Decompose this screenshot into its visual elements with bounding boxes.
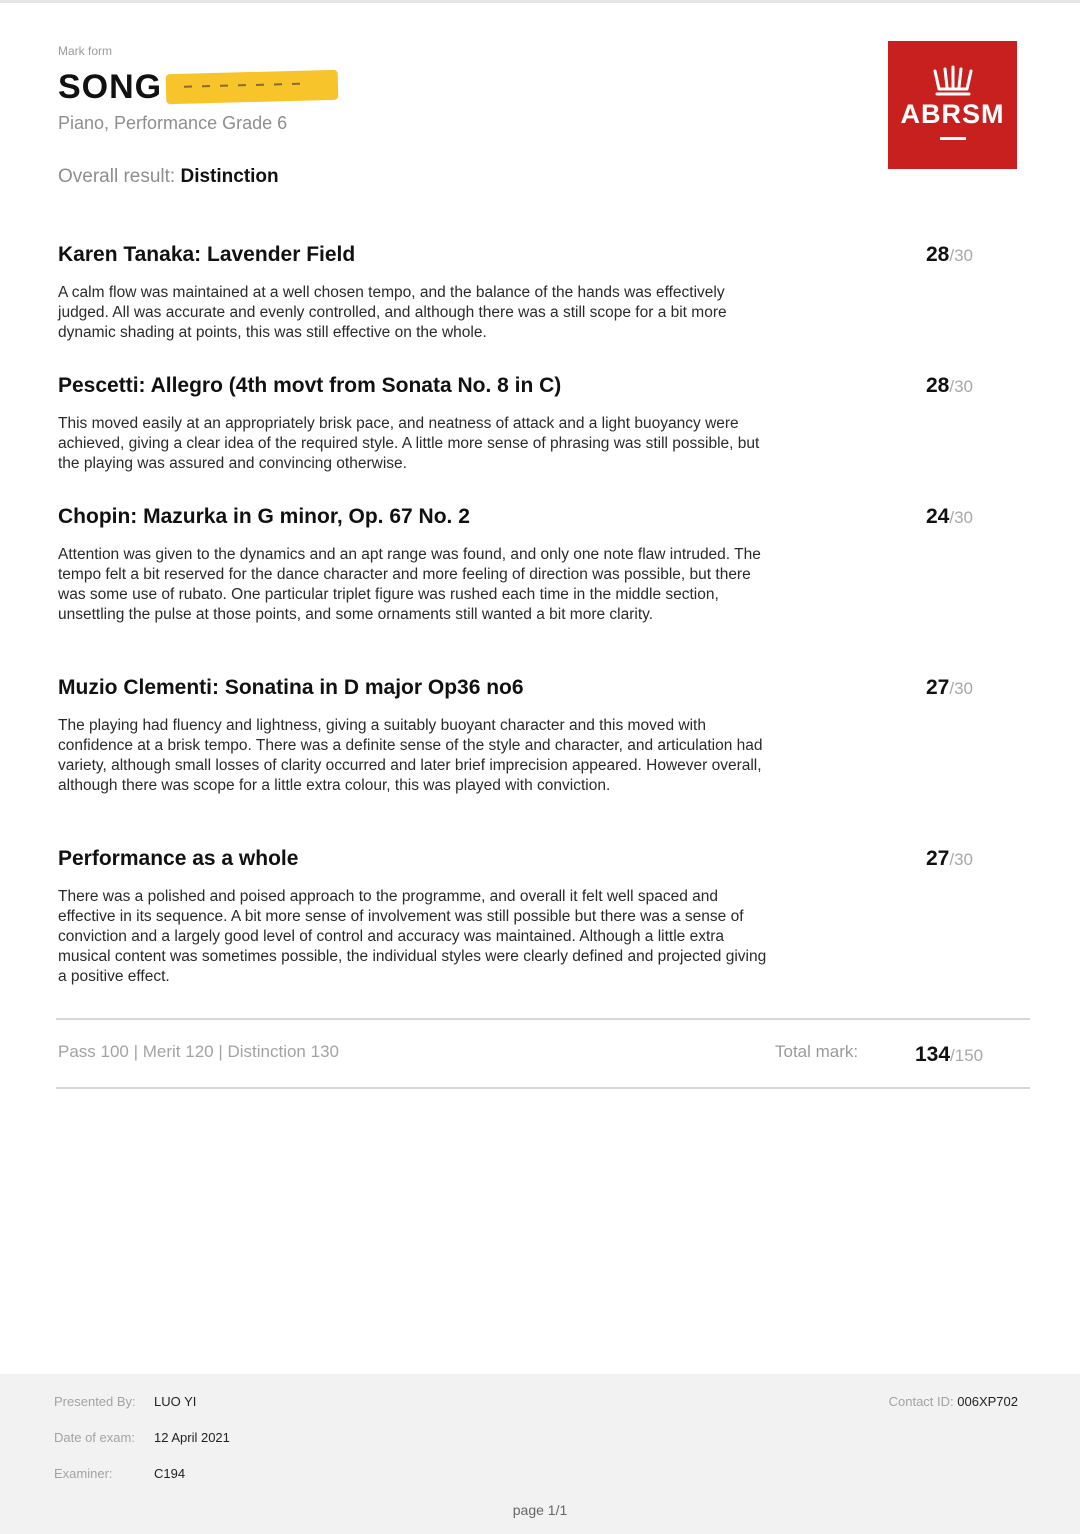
page-number: page 1/1	[512, 1502, 568, 1518]
piece-title: Pescetti: Allegro (4th movt from Sonata No. 8 in C)	[58, 374, 562, 397]
exam-subject: Piano, Performance Grade 6	[58, 113, 288, 133]
logo-bar	[940, 137, 966, 140]
piece-title: Karen Tanaka: Lavender Field	[58, 243, 356, 266]
total-mark-label: Total mark:	[775, 1042, 859, 1061]
piece-section	[58, 243, 1038, 343]
form-label: Mark form	[58, 44, 112, 58]
mark-value: 24	[926, 505, 950, 528]
candidate-title	[58, 64, 338, 110]
candidate-name: SONG	[58, 67, 163, 106]
presented-by	[54, 1394, 196, 1409]
piece-title: Performance as a whole	[58, 847, 299, 870]
piece-mark	[926, 243, 973, 267]
grade-thresholds: Pass 100 | Merit 120 | Distinction 130	[58, 1042, 339, 1061]
total-mark-max: /150	[950, 1046, 984, 1065]
mark-max: /30	[949, 508, 973, 527]
mark-value: 27	[926, 847, 950, 870]
piece-mark	[926, 847, 973, 871]
piece-comment: Attention was given to the dynamics and an apt range was found, and only one note flaw intruded. The tempo felt a bit reserved for the dance character and more feeling of direction was possible, but there was some use of rubato. One particular triplet figure was rushed each time in the middle section, unsettling the pulse at those points, and some ornaments still wanted a bit more clarity.	[58, 546, 761, 623]
redaction-mark	[166, 70, 339, 104]
contact-id	[889, 1394, 1018, 1409]
piece-section	[58, 505, 1038, 625]
presented-by-value: LUO YI	[154, 1394, 197, 1409]
divider	[56, 1018, 1030, 1020]
piece-comment: There was a polished and poised approach to the programme, and overall it felt well spaced and effective in its sequence. A bit more sense of involvement was still possible but there was a sense of conviction and a largely good level of control and accuracy was maintained. Although a little extra musical content was sometimes possible, the individual styles were clearly defined and projected giving a positive effect.	[58, 888, 767, 985]
piece-section	[58, 676, 1038, 796]
piece-comment: This moved easily at an appropriately brisk pace, and neatness of attack and a light buoyancy were achieved, giving a clear idea of the required style. A little more sense of phrasing was still possible, but the playing was assured and convincing otherwise.	[58, 415, 760, 472]
total-mark-value: 134	[915, 1043, 951, 1066]
contact-id-label: Contact ID:	[888, 1394, 954, 1409]
logo-text: ABRSM	[900, 99, 1005, 129]
mark-value: 28	[926, 374, 950, 397]
mark-max: /30	[949, 850, 973, 869]
presented-by-label: Presented By:	[54, 1394, 136, 1409]
exam-date	[54, 1430, 230, 1445]
piece-mark	[926, 374, 973, 398]
overall-result	[58, 166, 279, 188]
exam-date-value: 12 April 2021	[154, 1430, 230, 1445]
abrsm-logo	[888, 41, 1017, 169]
overall-result-label: Overall result:	[58, 166, 176, 187]
examiner	[54, 1466, 185, 1481]
mark-value: 27	[926, 676, 950, 699]
piece-title: Muzio Clementi: Sonatina in D major Op36 no6	[58, 676, 524, 699]
examiner-value: C194	[154, 1466, 186, 1481]
performance-section	[58, 847, 1038, 987]
mark-value: 28	[926, 243, 950, 266]
exam-date-label: Date of exam:	[54, 1430, 135, 1445]
piece-mark	[926, 676, 973, 700]
total-mark	[915, 1043, 983, 1067]
piece-section	[58, 374, 1038, 474]
contact-id-value: 006XP702	[957, 1394, 1018, 1409]
piece-comment: A calm flow was maintained at a well chosen tempo, and the balance of the hands was effectively judged. All was accurate and evenly controlled, and although there was a still scope for a bit more dynamic shading at points, this was still effective on the whole.	[58, 284, 727, 341]
examiner-label: Examiner:	[54, 1466, 113, 1481]
mark-max: /30	[949, 246, 973, 265]
top-border	[0, 0, 1080, 3]
mark-max: /30	[949, 377, 973, 396]
crown-icon	[929, 65, 977, 97]
piece-title: Chopin: Mazurka in G minor, Op. 67 No. 2	[58, 505, 470, 528]
overall-result-value: Distinction	[180, 166, 279, 187]
mark-max: /30	[949, 679, 973, 698]
piece-comment: The playing had fluency and lightness, giving a suitably buoyant character and this moved with confidence at a brisk tempo. There was a definite sense of the style and character, and articulation had variety, although small losses of clarity occurred and later brief imprecision appeared. However overall, although there was scope for a little extra colour, this was played with conviction.	[58, 717, 763, 794]
piece-mark	[926, 505, 973, 529]
divider	[56, 1087, 1030, 1089]
